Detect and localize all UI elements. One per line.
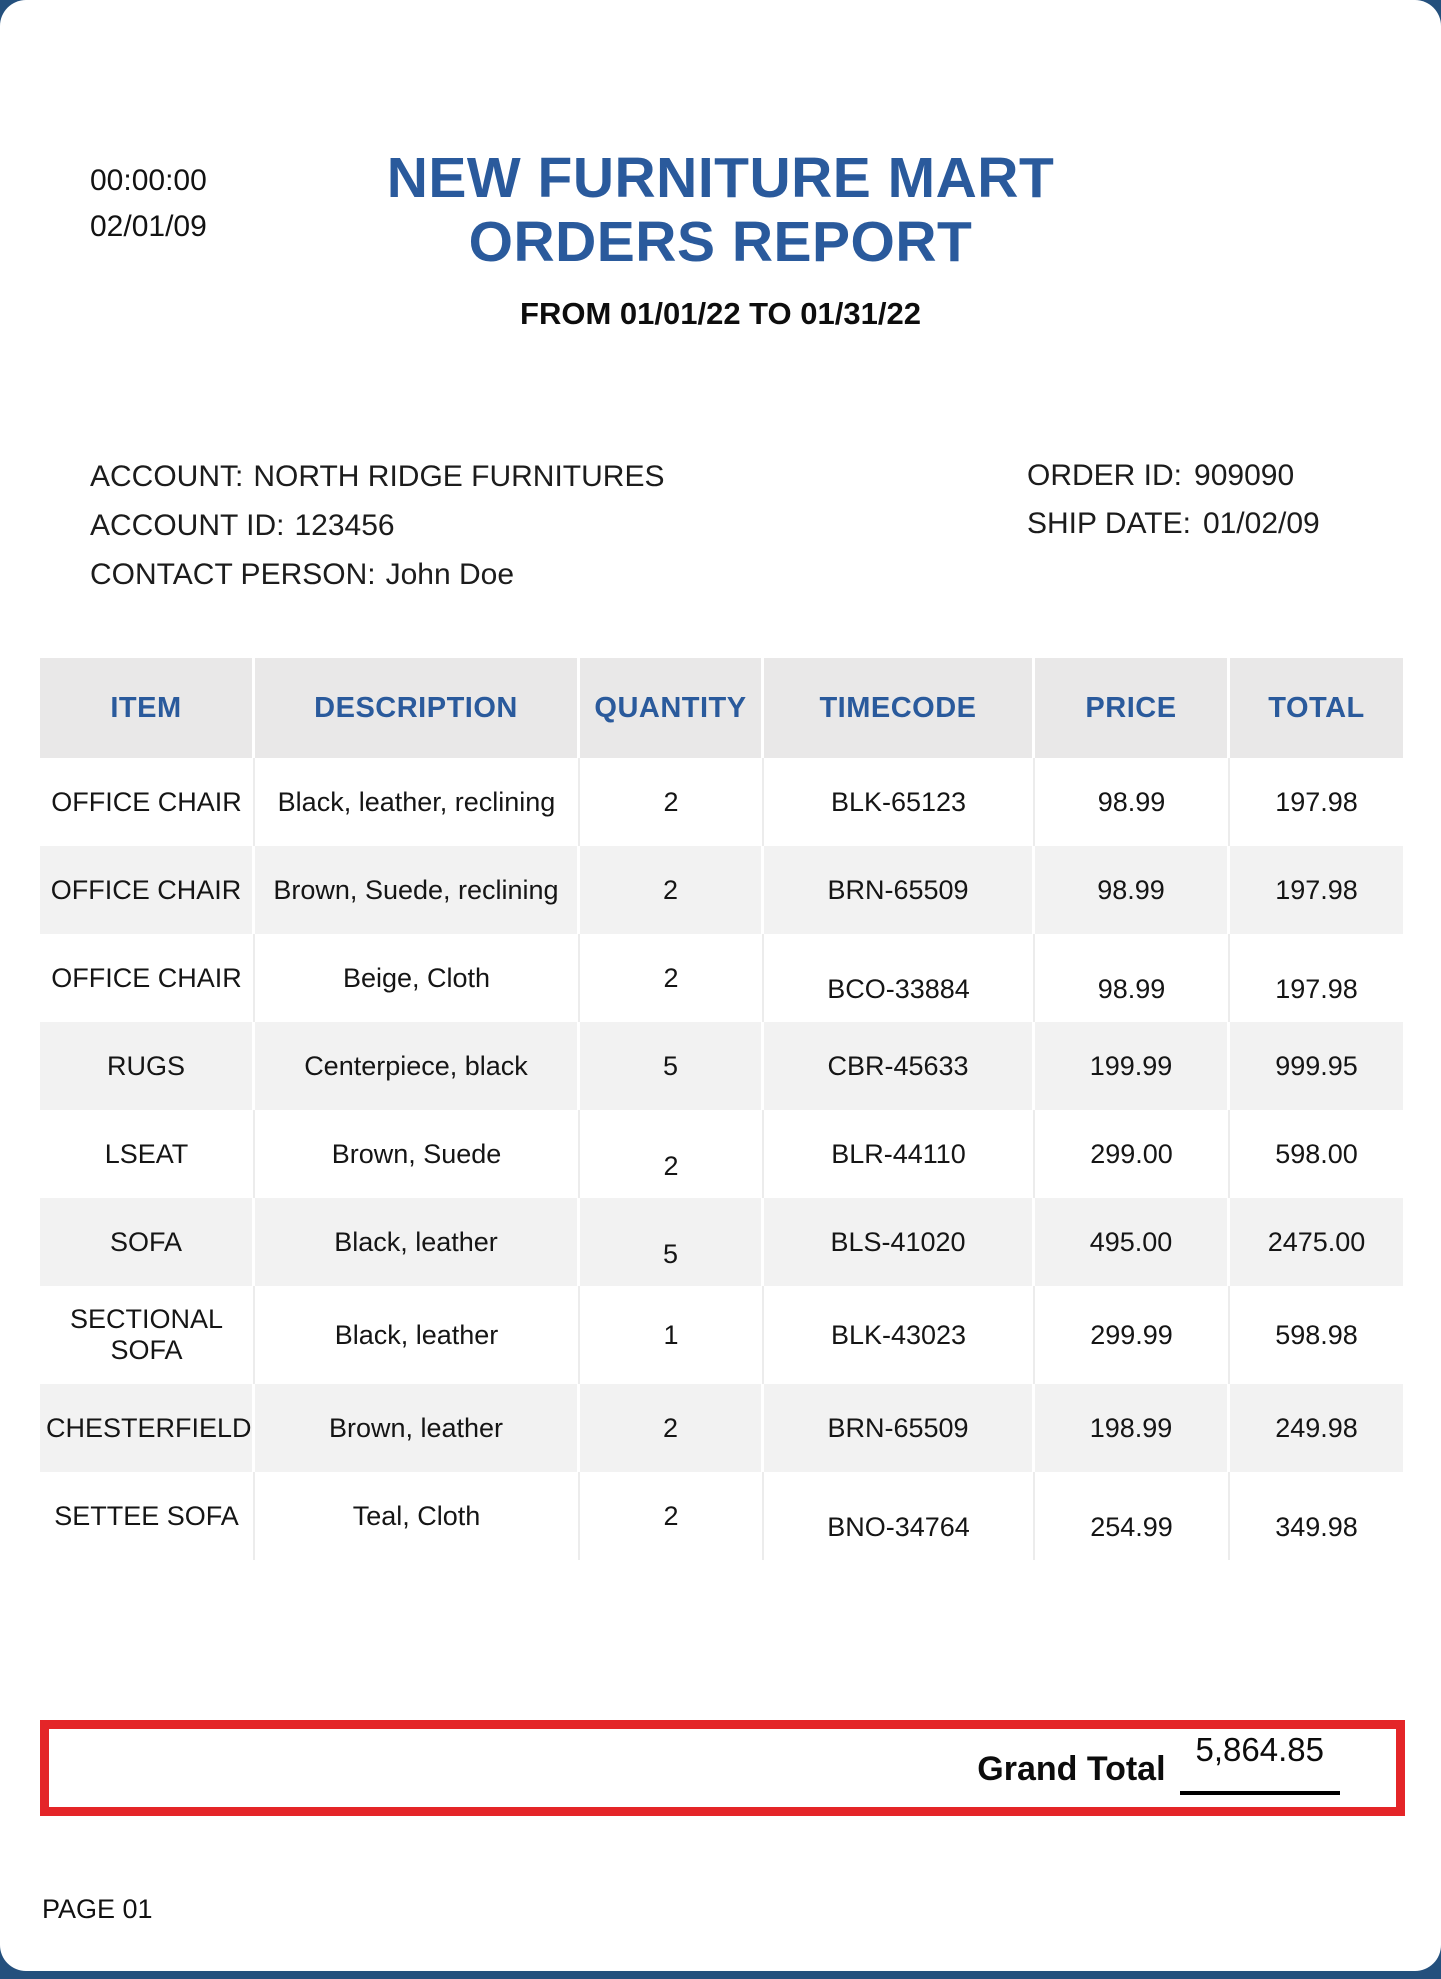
table-row [40, 1472, 1403, 1560]
account-id-value: 123456 [294, 509, 395, 542]
column-header-timecode: TIMECODE [764, 658, 1035, 758]
account-value: NORTH RIDGE FURNITURES [253, 460, 665, 493]
grand-total-underline [1180, 1731, 1340, 1795]
cell-quantity: 2 [580, 846, 764, 934]
cell-price: 98.99 [1035, 934, 1230, 1022]
table-row [40, 758, 1403, 846]
cell-quantity: 2 [580, 758, 764, 846]
print-timestamp [90, 158, 207, 250]
cell-description: Brown, Suede, reclining [255, 846, 580, 934]
report-title-line2: ORDERS REPORT [468, 210, 973, 274]
cell-item: CHESTERFIELD [40, 1384, 255, 1472]
cell-item: SECTIONAL SOFA [40, 1286, 255, 1384]
cell-total: 2475.00 [1230, 1198, 1403, 1286]
cell-description: Beige, Cloth [255, 934, 580, 1022]
orders-table-body [40, 758, 1403, 1560]
report-title-line1: NEW FURNITURE MART [386, 146, 1055, 210]
cell-timecode: BLK-65123 [764, 758, 1035, 846]
cell-item: SETTEE SOFA [40, 1472, 255, 1560]
cell-item: OFFICE CHAIR [40, 934, 255, 1022]
grand-total-box [40, 1720, 1405, 1816]
account-id-line [90, 501, 664, 550]
cell-item: OFFICE CHAIR [40, 846, 255, 934]
cell-quantity: 1 [580, 1286, 764, 1384]
cell-description: Centerpiece, black [255, 1022, 580, 1110]
order-info-section [0, 452, 1441, 602]
cell-price: 98.99 [1035, 758, 1230, 846]
table-row [40, 1384, 1403, 1472]
orders-table [40, 658, 1403, 1560]
cell-timecode: BRN-65509 [764, 1384, 1035, 1472]
cell-price: 198.99 [1035, 1384, 1230, 1472]
cell-total: 249.98 [1230, 1384, 1403, 1472]
cell-description: Black, leather [255, 1198, 580, 1286]
cell-timecode: CBR-45633 [764, 1022, 1035, 1110]
report-date-range: FROM 01/01/22 TO 01/31/22 [520, 296, 921, 331]
table-row [40, 846, 1403, 934]
cell-item: SOFA [40, 1198, 255, 1286]
page-number: PAGE 01 [42, 1894, 153, 1924]
report-title [0, 0, 1441, 274]
cell-description: Brown, Suede [255, 1110, 580, 1198]
cell-quantity: 2 [580, 934, 764, 1022]
cell-description: Brown, leather [255, 1384, 580, 1472]
table-row [40, 1110, 1403, 1198]
cell-total: 197.98 [1230, 846, 1403, 934]
table-row [40, 1198, 1403, 1286]
cell-timecode: BCO-33884 [764, 934, 1035, 1022]
ship-date-line [1027, 500, 1320, 548]
column-header-total: TOTAL [1230, 658, 1403, 758]
order-info-block [1027, 452, 1320, 548]
column-header-price: PRICE [1035, 658, 1230, 758]
account-id-label: ACCOUNT ID: [90, 509, 285, 542]
cell-quantity: 5 [580, 1198, 764, 1286]
ship-date-label: SHIP DATE: [1027, 507, 1191, 540]
table-row [40, 1286, 1403, 1384]
cell-item: OFFICE CHAIR [40, 758, 255, 846]
cell-total: 349.98 [1230, 1472, 1403, 1560]
print-date: 02/01/09 [90, 210, 207, 243]
cell-quantity: 5 [580, 1022, 764, 1110]
cell-price: 495.00 [1035, 1198, 1230, 1286]
print-time: 00:00:00 [90, 164, 207, 197]
cell-total: 197.98 [1230, 758, 1403, 846]
account-label: ACCOUNT: [90, 460, 244, 493]
table-row [40, 934, 1403, 1022]
cell-timecode: BNO-34764 [764, 1472, 1035, 1560]
contact-person-line [90, 550, 664, 599]
cell-description: Teal, Cloth [255, 1472, 580, 1560]
cell-timecode: BLS-41020 [764, 1198, 1035, 1286]
cell-price: 299.99 [1035, 1286, 1230, 1384]
cell-description: Black, leather, reclining [255, 758, 580, 846]
contact-person-label: CONTACT PERSON: [90, 558, 376, 591]
ship-date-value: 01/02/09 [1202, 507, 1320, 540]
account-name-line [90, 452, 664, 501]
cell-total: 598.98 [1230, 1286, 1403, 1384]
column-header-description: DESCRIPTION [255, 658, 580, 758]
cell-quantity: 2 [580, 1110, 764, 1198]
order-id-label: ORDER ID: [1027, 459, 1183, 492]
order-id-line [1027, 452, 1320, 500]
cell-total: 598.00 [1230, 1110, 1403, 1198]
cell-total: 999.95 [1230, 1022, 1403, 1110]
cell-price: 299.00 [1035, 1110, 1230, 1198]
cell-description: Black, leather [255, 1286, 580, 1384]
contact-person-value: John Doe [385, 558, 515, 591]
cell-timecode: BLR-44110 [764, 1110, 1035, 1198]
cell-timecode: BRN-65509 [764, 846, 1035, 934]
cell-total: 197.98 [1230, 934, 1403, 1022]
cell-item: RUGS [40, 1022, 255, 1110]
cell-price: 254.99 [1035, 1472, 1230, 1560]
grand-total-label: Grand Total [977, 1750, 1166, 1788]
cell-price: 199.99 [1035, 1022, 1230, 1110]
account-info-block [90, 452, 664, 599]
cell-quantity: 2 [580, 1384, 764, 1472]
column-header-quantity: QUANTITY [580, 658, 764, 758]
order-id-value: 909090 [1194, 459, 1295, 492]
grand-total-value: 5,864.85 [1195, 1731, 1324, 1768]
orders-table-header [40, 658, 1403, 758]
cell-price: 98.99 [1035, 846, 1230, 934]
table-row [40, 1022, 1403, 1110]
cell-item: LSEAT [40, 1110, 255, 1198]
cell-timecode: BLK-43023 [764, 1286, 1035, 1384]
cell-quantity: 2 [580, 1472, 764, 1560]
column-header-item: ITEM [40, 658, 255, 758]
